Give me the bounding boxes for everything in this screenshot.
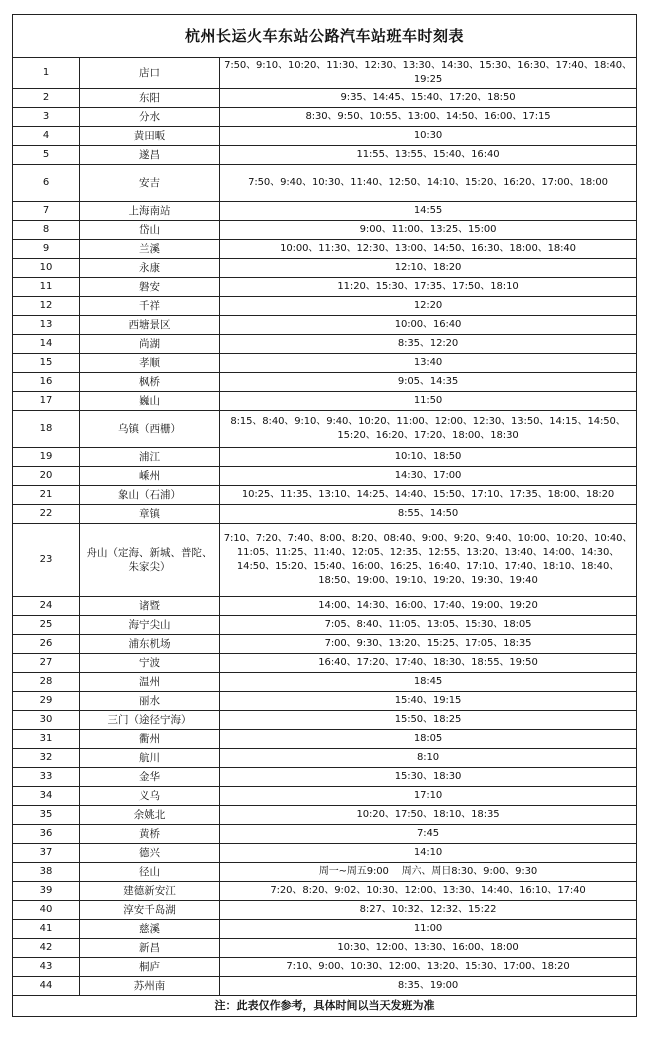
row-number: 2 <box>13 89 80 108</box>
departure-times-cell: 周一~周五9:00 周六、周日8:30、9:00、9:30 <box>220 863 637 882</box>
departure-times-cell: 10:30、12:00、13:30、16:00、18:00 <box>220 939 637 958</box>
destination-cell: 兰溪 <box>80 240 220 259</box>
row-number: 37 <box>13 844 80 863</box>
destination-cell: 浦江 <box>80 448 220 467</box>
departure-times-cell: 17:10 <box>220 787 637 806</box>
table-row <box>13 448 637 467</box>
row-number: 31 <box>13 730 80 749</box>
table-row <box>13 278 637 297</box>
destination-cell: 嵊州 <box>80 467 220 486</box>
destination-cell: 永康 <box>80 259 220 278</box>
table-row <box>13 89 637 108</box>
departure-times-cell: 12:10、18:20 <box>220 259 637 278</box>
destination-cell: 桐庐 <box>80 958 220 977</box>
destination-cell: 余姚北 <box>80 806 220 825</box>
row-number: 23 <box>13 524 80 597</box>
table-row <box>13 597 637 616</box>
table-row <box>13 901 637 920</box>
row-number: 6 <box>13 165 80 202</box>
table-row <box>13 730 637 749</box>
table-row <box>13 787 637 806</box>
row-number: 43 <box>13 958 80 977</box>
table-row <box>13 467 637 486</box>
departure-times-cell: 8:35、12:20 <box>220 335 637 354</box>
row-number: 28 <box>13 673 80 692</box>
departure-times-cell: 10:00、11:30、12:30、13:00、14:50、16:30、18:00、18:40 <box>220 240 637 259</box>
row-number: 17 <box>13 392 80 411</box>
table-row <box>13 146 637 165</box>
table-row <box>13 749 637 768</box>
table-row <box>13 259 637 278</box>
table-row <box>13 202 637 221</box>
destination-cell: 径山 <box>80 863 220 882</box>
page-title: 杭州长运火车东站公路汽车站班车时刻表 <box>13 15 637 58</box>
table-row <box>13 316 637 335</box>
table-row <box>13 58 637 89</box>
destination-cell: 苏州南 <box>80 977 220 996</box>
row-number: 29 <box>13 692 80 711</box>
table-row <box>13 335 637 354</box>
timetable-body <box>13 58 637 996</box>
row-number: 21 <box>13 486 80 505</box>
destination-cell: 三门（途径宁海） <box>80 711 220 730</box>
destination-cell: 黄田畈 <box>80 127 220 146</box>
row-number: 8 <box>13 221 80 240</box>
destination-cell: 温州 <box>80 673 220 692</box>
table-row <box>13 616 637 635</box>
row-number: 14 <box>13 335 80 354</box>
destination-cell: 浦东机场 <box>80 635 220 654</box>
destination-cell: 上海南站 <box>80 202 220 221</box>
row-number: 3 <box>13 108 80 127</box>
row-number: 33 <box>13 768 80 787</box>
destination-cell: 舟山（定海、新城、普陀、朱家尖） <box>80 524 220 597</box>
destination-cell: 淳安千岛湖 <box>80 901 220 920</box>
row-number: 5 <box>13 146 80 165</box>
table-row <box>13 411 637 448</box>
table-row <box>13 958 637 977</box>
row-number: 44 <box>13 977 80 996</box>
row-number: 32 <box>13 749 80 768</box>
destination-cell: 航川 <box>80 749 220 768</box>
table-row <box>13 297 637 316</box>
destination-cell: 店口 <box>80 58 220 89</box>
departure-times-cell: 14:10 <box>220 844 637 863</box>
destination-cell: 衢州 <box>80 730 220 749</box>
row-number: 40 <box>13 901 80 920</box>
table-row <box>13 882 637 901</box>
destination-cell: 分水 <box>80 108 220 127</box>
departure-times-cell: 7:20、8:20、9:02、10:30、12:00、13:30、14:40、16:10、17:40 <box>220 882 637 901</box>
departure-times-cell: 8:15、8:40、9:10、9:40、10:20、11:00、12:00、12:30、13:50、14:15、14:50、15:20、16:20、17:20、18:00、18:30 <box>220 411 637 448</box>
row-number: 9 <box>13 240 80 259</box>
table-row <box>13 920 637 939</box>
departure-times-cell: 14:00、14:30、16:00、17:40、19:00、19:20 <box>220 597 637 616</box>
timetable <box>12 14 637 1017</box>
row-number: 26 <box>13 635 80 654</box>
departure-times-cell: 11:00 <box>220 920 637 939</box>
destination-cell: 象山（石浦） <box>80 486 220 505</box>
departure-times-cell: 7:50、9:10、10:20、11:30、12:30、13:30、14:30、15:30、16:30、17:40、18:40、19:25 <box>220 58 637 89</box>
row-number: 25 <box>13 616 80 635</box>
departure-times-cell: 7:00、9:30、13:20、15:25、17:05、18:35 <box>220 635 637 654</box>
row-number: 4 <box>13 127 80 146</box>
row-number: 7 <box>13 202 80 221</box>
table-row <box>13 825 637 844</box>
destination-cell: 新昌 <box>80 939 220 958</box>
row-number: 30 <box>13 711 80 730</box>
table-row <box>13 806 637 825</box>
destination-cell: 西塘景区 <box>80 316 220 335</box>
row-number: 35 <box>13 806 80 825</box>
departure-times-cell: 18:45 <box>220 673 637 692</box>
departure-times-cell: 7:50、9:40、10:30、11:40、12:50、14:10、15:20、16:20、17:00、18:00 <box>220 165 637 202</box>
destination-cell: 义乌 <box>80 787 220 806</box>
row-number: 34 <box>13 787 80 806</box>
table-row <box>13 505 637 524</box>
timetable-sheet <box>12 14 636 1017</box>
table-row <box>13 711 637 730</box>
departure-times-cell: 10:00、16:40 <box>220 316 637 335</box>
table-row <box>13 768 637 787</box>
departure-times-cell: 15:50、18:25 <box>220 711 637 730</box>
departure-times-cell: 11:50 <box>220 392 637 411</box>
destination-cell: 海宁尖山 <box>80 616 220 635</box>
departure-times-cell: 9:05、14:35 <box>220 373 637 392</box>
departure-times-cell: 10:30 <box>220 127 637 146</box>
row-number: 11 <box>13 278 80 297</box>
destination-cell: 丽水 <box>80 692 220 711</box>
row-number: 41 <box>13 920 80 939</box>
departure-times-cell: 8:27、10:32、12:32、15:22 <box>220 901 637 920</box>
destination-cell: 德兴 <box>80 844 220 863</box>
destination-cell: 慈溪 <box>80 920 220 939</box>
departure-times-cell: 15:30、18:30 <box>220 768 637 787</box>
departure-times-cell: 11:55、13:55、15:40、16:40 <box>220 146 637 165</box>
departure-times-cell: 18:05 <box>220 730 637 749</box>
departure-times-cell: 14:55 <box>220 202 637 221</box>
destination-cell: 磐安 <box>80 278 220 297</box>
destination-cell: 诸暨 <box>80 597 220 616</box>
footer-note: 注：此表仅作参考，具体时间以当天发班为准 <box>13 996 637 1017</box>
row-number: 16 <box>13 373 80 392</box>
row-number: 12 <box>13 297 80 316</box>
table-row <box>13 221 637 240</box>
destination-cell: 金华 <box>80 768 220 787</box>
destination-cell: 章镇 <box>80 505 220 524</box>
table-row <box>13 354 637 373</box>
table-row <box>13 635 637 654</box>
departure-times-cell: 7:10、7:20、7:40、8:00、8:20、08:40、9:00、9:20、9:40、10:00、10:20、10:40、11:05、11:25、11:40、12:05、12:35、12:55、13:20、13:40、14:00、14:30、14:50、15:20、15:40、16:00、16:25、16:40、17:10、17:40、18:10、18:40、18:50、19:00、19:10、19:20、19:30、19:40 <box>220 524 637 597</box>
departure-times-cell: 10:25、11:35、13:10、14:25、14:40、15:50、17:10、17:35、18:00、18:20 <box>220 486 637 505</box>
departure-times-cell: 9:00、11:00、13:25、15:00 <box>220 221 637 240</box>
departure-times-cell: 10:10、18:50 <box>220 448 637 467</box>
destination-cell: 遂昌 <box>80 146 220 165</box>
table-row <box>13 524 637 597</box>
departure-times-cell: 13:40 <box>220 354 637 373</box>
table-row <box>13 392 637 411</box>
table-row <box>13 108 637 127</box>
row-number: 19 <box>13 448 80 467</box>
row-number: 13 <box>13 316 80 335</box>
destination-cell: 枫桥 <box>80 373 220 392</box>
destination-cell: 孝顺 <box>80 354 220 373</box>
departure-times-cell: 7:45 <box>220 825 637 844</box>
row-number: 20 <box>13 467 80 486</box>
destination-cell: 巍山 <box>80 392 220 411</box>
table-row <box>13 373 637 392</box>
table-row <box>13 127 637 146</box>
row-number: 27 <box>13 654 80 673</box>
table-row <box>13 654 637 673</box>
table-row <box>13 240 637 259</box>
departure-times-cell: 16:40、17:20、17:40、18:30、18:55、19:50 <box>220 654 637 673</box>
departure-times-cell: 7:05、8:40、11:05、13:05、15:30、18:05 <box>220 616 637 635</box>
table-row <box>13 692 637 711</box>
departure-times-cell: 11:20、15:30、17:35、17:50、18:10 <box>220 278 637 297</box>
table-row <box>13 977 637 996</box>
departure-times-cell: 9:35、14:45、15:40、17:20、18:50 <box>220 89 637 108</box>
table-row <box>13 165 637 202</box>
row-number: 18 <box>13 411 80 448</box>
row-number: 42 <box>13 939 80 958</box>
row-number: 10 <box>13 259 80 278</box>
table-row <box>13 673 637 692</box>
departure-times-cell: 10:20、17:50、18:10、18:35 <box>220 806 637 825</box>
table-row <box>13 486 637 505</box>
destination-cell: 尚湖 <box>80 335 220 354</box>
row-number: 22 <box>13 505 80 524</box>
destination-cell: 建德新安江 <box>80 882 220 901</box>
destination-cell: 黄桥 <box>80 825 220 844</box>
row-number: 24 <box>13 597 80 616</box>
destination-cell: 东阳 <box>80 89 220 108</box>
row-number: 15 <box>13 354 80 373</box>
destination-cell: 岱山 <box>80 221 220 240</box>
departure-times-cell: 14:30、17:00 <box>220 467 637 486</box>
departure-times-cell: 8:30、9:50、10:55、13:00、14:50、16:00、17:15 <box>220 108 637 127</box>
departure-times-cell: 15:40、19:15 <box>220 692 637 711</box>
table-row <box>13 863 637 882</box>
destination-cell: 安吉 <box>80 165 220 202</box>
departure-times-cell: 12:20 <box>220 297 637 316</box>
departure-times-cell: 8:55、14:50 <box>220 505 637 524</box>
departure-times-cell: 7:10、9:00、10:30、12:00、13:20、15:30、17:00、18:20 <box>220 958 637 977</box>
table-row <box>13 844 637 863</box>
departure-times-cell: 8:10 <box>220 749 637 768</box>
table-row <box>13 939 637 958</box>
destination-cell: 乌镇（西栅） <box>80 411 220 448</box>
destination-cell: 宁波 <box>80 654 220 673</box>
row-number: 38 <box>13 863 80 882</box>
destination-cell: 千祥 <box>80 297 220 316</box>
row-number: 39 <box>13 882 80 901</box>
row-number: 1 <box>13 58 80 89</box>
row-number: 36 <box>13 825 80 844</box>
departure-times-cell: 8:35、19:00 <box>220 977 637 996</box>
